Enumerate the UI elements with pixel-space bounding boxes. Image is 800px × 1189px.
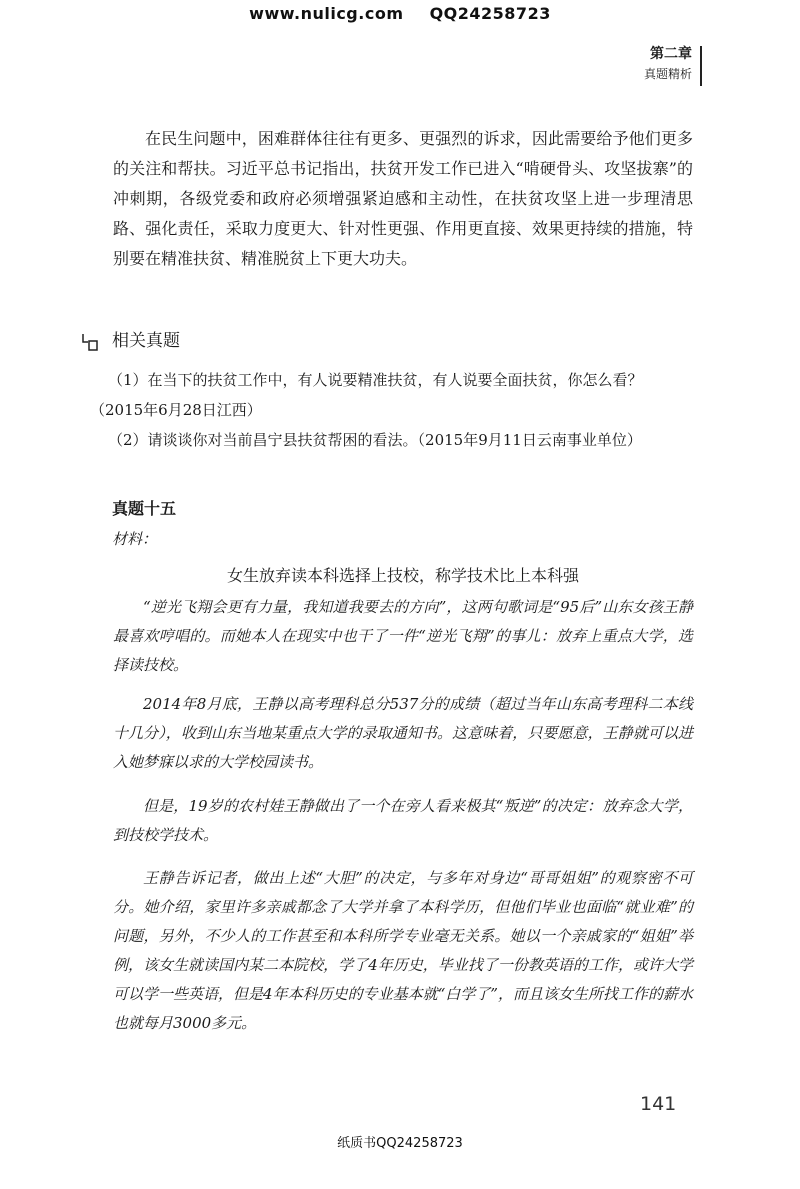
related-questions-heading: 相关真题 bbox=[112, 331, 180, 351]
question-1: （1）在当下的扶贫工作中，有人说要精准扶贫，有人说要全面扶贫，你怎么看？ bbox=[108, 371, 643, 389]
article-title: 女生放弃读本科选择上技校，称学技术比上本科强 bbox=[226, 566, 579, 585]
page-number: 141 bbox=[640, 1093, 677, 1115]
material-paragraph: 王静告诉记者，做出上述“大胆”的决定，与多年对身边“哥哥姐姐”的观察密不可分。她介绍，家里许多亲戚都念了大学并拿了本科学历，但他们毕业也面临“就业难”的问题，另外，不少人的工作甚至和本科所学专业毫无关系。她以一个亲戚家的“姐姐”举例，该女生就读国内某二本院校，学了4年历史，毕业找了一份教英语的工作，或许大学可以学一些英语，但是4年本科历史的专业基本就“白学了”，而且该女生所找工作的薪水也就每月3000多元。 bbox=[113, 869, 693, 1032]
question-2: （2）请谈谈你对当前昌宁县扶贫帮困的看法。（2015年9月11日云南事业单位） bbox=[108, 431, 642, 449]
question-15-heading: 真题十五 bbox=[112, 499, 177, 518]
intro-paragraph: 在民生问题中，困难群体往往有更多、更强烈的诉求，因此需要给予他们更多的关注和帮扶。习近平总书记指出，扶贫开发工作已进入“啃硬骨头、攻坚拔寨”的冲刺期，各级党委和政府必须增强紧迫感和主动性，在扶贫攻坚上进一步理清思路、强化责任，采取力度更大、针对性更强、作用更直接、效果更持续的措施，特别要在精准扶贫、精准脱贫上下更大功夫。 bbox=[113, 129, 693, 268]
material-paragraph: 2014年8月底，王静以高考理科总分537分的成绩（超过当年山东高考理科二本线十几分），收到山东当地某重点大学的录取通知书。这意味着，只要愿意，王静就可以进入她梦寐以求的大学校园读书。 bbox=[113, 695, 693, 771]
material-paragraph: “逆光飞翔会更有力量，我知道我要去的方向”，这两句歌词是“95后”山东女孩王静最喜欢哼唱的。而她本人在现实中也干了一件“逆光飞翔”的事儿：放弃上重点大学，选择读技校。 bbox=[113, 598, 693, 674]
question-1-source: （2015年6月28日江西） bbox=[90, 401, 262, 419]
chapter-title: 第二章 bbox=[650, 46, 692, 62]
chapter-header bbox=[644, 44, 692, 84]
related-questions bbox=[90, 365, 690, 455]
site-url: www.nulicg.com bbox=[249, 4, 404, 23]
top-watermark bbox=[0, 4, 800, 23]
qq-number: QQ24258723 bbox=[429, 4, 551, 23]
material-paragraph: 但是，19岁的农村娃王静做出了一个在旁人看来极其“叛逆”的决定：放弃念大学，到技校学技术。 bbox=[113, 797, 693, 844]
material-label: 材料： bbox=[112, 530, 158, 548]
bottom-watermark: 纸质书QQ24258723 bbox=[337, 1136, 463, 1151]
chapter-divider bbox=[700, 46, 702, 86]
chapter-subtitle: 真题精析 bbox=[643, 67, 692, 81]
section-bracket-icon bbox=[82, 333, 98, 351]
